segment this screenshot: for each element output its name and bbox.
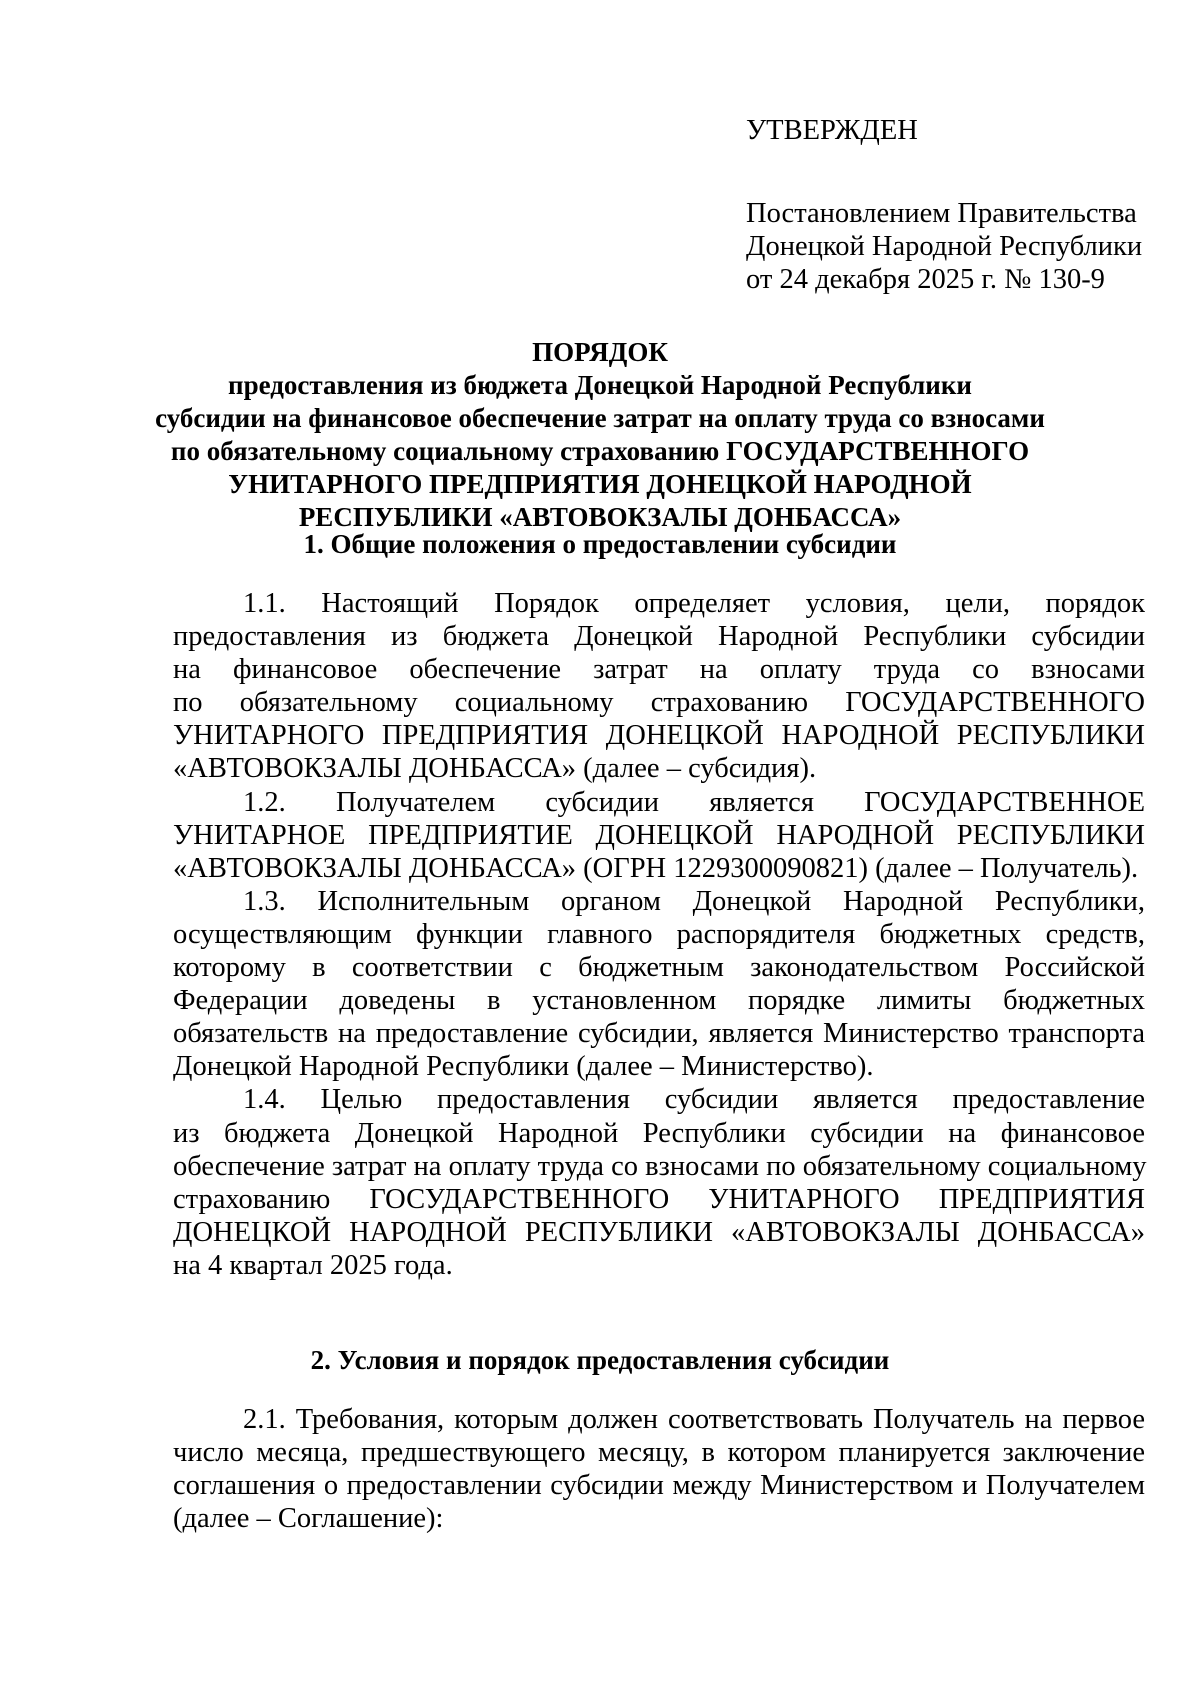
section-1-heading: 1. Общие положения о предоставлении субсидии — [303, 529, 897, 559]
paragraph-line: УНИТАРНОГО ПРЕДПРИЯТИЯ ДОНЕЦКОЙ НАРОДНОЙ РЕСПУБЛИКИ — [173, 720, 1145, 752]
approval-stamp-block — [746, 114, 1166, 296]
section-1-body — [173, 587, 1145, 1282]
paragraph-line: осуществляющим функции главного распорядителя бюджетных средств, — [173, 918, 1145, 950]
document-title — [150, 336, 1050, 534]
paragraph-line: Федерации доведены в установленном порядке лимиты бюджетных — [173, 985, 1145, 1017]
paragraph-line: 1.1. Настоящий Порядок определяет условия, цели, порядок — [243, 588, 1145, 619]
title-heading: ПОРЯДОК — [532, 337, 668, 367]
title-line: субсидии на финансовое обеспечение затрат на оплату труда со взносами — [155, 403, 1045, 433]
title-line: по обязательному социальному страхованию ГОСУДАРСТВЕННОГО — [170, 436, 1030, 466]
paragraph-line: которому в соответствии с бюджетным законодательством Российской — [173, 952, 1145, 984]
paragraph-line: соглашения о предоставлении субсидии между Министерством и Получателем — [173, 1470, 1145, 1502]
paragraph-line: 1.3. Исполнительным органом Донецкой Народной Республики, — [243, 885, 1145, 917]
paragraph-line: на финансовое обеспечение затрат на оплату труда со взносами — [173, 654, 1145, 686]
paragraph-line: число месяца, предшествующего месяцу, в котором планируется заключение — [173, 1437, 1145, 1469]
paragraph-line: «АВТОВОКЗАЛЫ ДОНБАССА» (ОГРН 1229300090821) (далее – Получатель). — [173, 852, 1139, 884]
approval-stamp: УТВЕРЖДЕН — [746, 115, 918, 146]
paragraph-line: 1.4. Целью предоставления субсидии является предоставление — [243, 1084, 1145, 1116]
paragraph-line: УНИТАРНОЕ ПРЕДПРИЯТИЕ ДОНЕЦКОЙ НАРОДНОЙ РЕСПУБЛИКИ — [173, 819, 1145, 851]
section-2-body — [173, 1403, 1145, 1535]
paragraph-line: Донецкой Народной Республики (далее – Министерство). — [173, 1051, 874, 1083]
approval-line: Донецкой Народной Республики — [746, 231, 1143, 262]
paragraph-line: обязательств на предоставление субсидии, является Министерство транспорта — [173, 1018, 1145, 1050]
paragraph-line: ДОНЕЦКОЙ НАРОДНОЙ РЕСПУБЛИКИ «АВТОВОКЗАЛЫ ДОНБАССА» — [173, 1216, 1145, 1248]
paragraph-line: (далее – Соглашение): — [173, 1503, 444, 1535]
paragraph-line: страхованию ГОСУДАРСТВЕННОГО УНИТАРНОГО ПРЕДПРИЯТИЯ — [173, 1183, 1145, 1215]
paragraph-line: по обязательному социальному страхованию ГОСУДАРСТВЕННОГО — [173, 687, 1145, 719]
paragraph-line: обеспечение затрат на оплату труда со взносами по обязательному социальному — [173, 1150, 1147, 1182]
paragraph-line: 2.1. Требования, которым должен соответствовать Получатель на первое — [243, 1404, 1145, 1435]
section-2-heading: 2. Условия и порядок предоставления субсидии — [310, 1345, 890, 1375]
paragraph-line: на 4 квартал 2025 года. — [173, 1249, 453, 1281]
paragraph-line: предоставления из бюджета Донецкой Народной Республики субсидии — [173, 621, 1145, 653]
title-line: предоставления из бюджета Донецкой Народной Республики — [228, 370, 972, 400]
approval-line: от 24 декабря 2025 г. № 130-9 — [746, 264, 1105, 295]
paragraph-line: из бюджета Донецкой Народной Республики субсидии на финансовое — [173, 1117, 1145, 1149]
title-line: РЕСПУБЛИКИ «АВТОВОКЗАЛЫ ДОНБАССА» — [298, 502, 902, 532]
paragraph-line: «АВТОВОКЗАЛЫ ДОНБАССА» (далее – субсидия). — [173, 753, 817, 785]
title-line: УНИТАРНОГО ПРЕДПРИЯТИЯ ДОНЕЦКОЙ НАРОДНОЙ — [228, 469, 972, 499]
paragraph-line: 1.2. Получателем субсидии является ГОСУДАРСТВЕННОЕ — [243, 786, 1145, 818]
approval-line: Постановлением Правительства — [746, 198, 1137, 229]
